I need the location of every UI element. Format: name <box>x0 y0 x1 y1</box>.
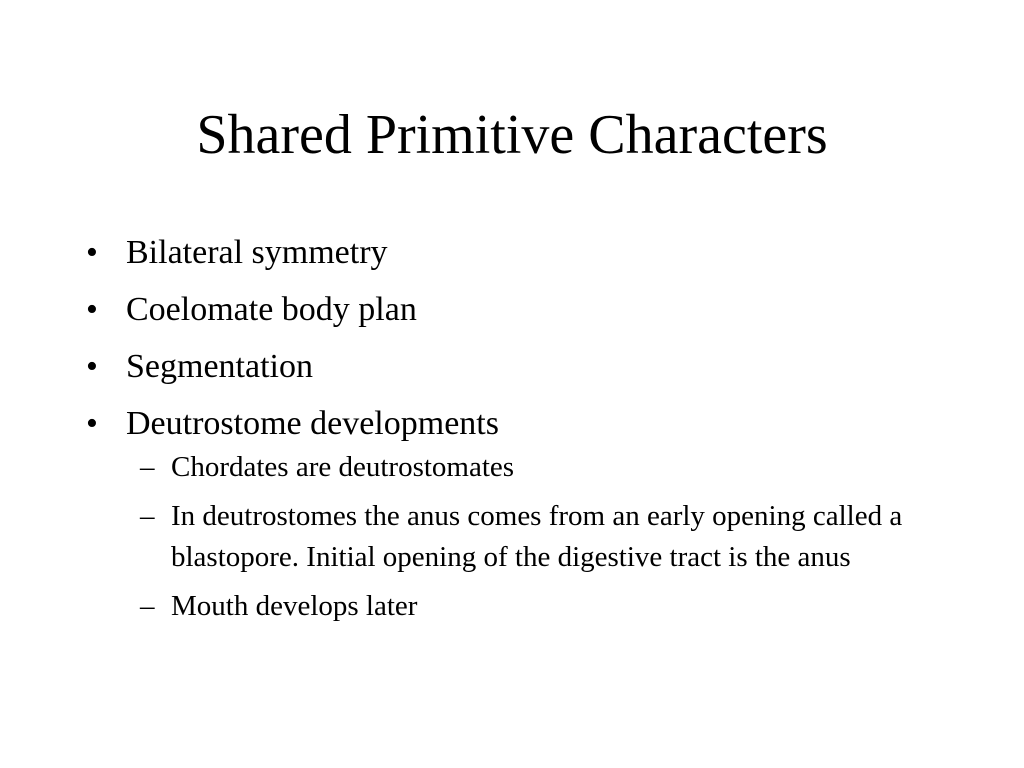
bullet-text: Segmentation <box>126 348 313 385</box>
bullet-text: Coelomate body plan <box>126 291 417 328</box>
dash-marker: – <box>140 451 155 483</box>
slide-title: Shared Primitive Characters <box>196 104 828 166</box>
sub-item-text: Chordates are deutrostomates <box>171 451 515 483</box>
sub-item-text: In deutrostomes the anus comes from an early opening called a blastopore. Initial opening of the digestive tract is the anus <box>171 500 903 573</box>
bullet-item-bilateral-symmetry <box>86 232 966 274</box>
bullet-marker: • <box>86 234 98 271</box>
sub-item-mouth-develops-later <box>126 586 966 627</box>
bullet-marker: • <box>86 348 98 385</box>
bullet-item-deutrostome-developments <box>86 403 966 627</box>
sub-item-blastopore <box>126 496 966 578</box>
bullet-marker: • <box>86 291 98 328</box>
bullet-marker: • <box>86 405 98 442</box>
bullet-list <box>86 232 966 642</box>
dash-marker: – <box>140 500 155 532</box>
bullet-text: Deutrostome developments <box>126 405 499 442</box>
sub-item-text: Mouth develops later <box>171 590 418 622</box>
bullet-item-coelomate-body-plan <box>86 289 966 331</box>
bullet-item-segmentation <box>86 346 966 388</box>
sub-bullet-list <box>126 447 966 627</box>
bullet-text: Bilateral symmetry <box>126 234 388 271</box>
sub-item-chordates <box>126 447 966 488</box>
dash-marker: – <box>140 590 155 622</box>
